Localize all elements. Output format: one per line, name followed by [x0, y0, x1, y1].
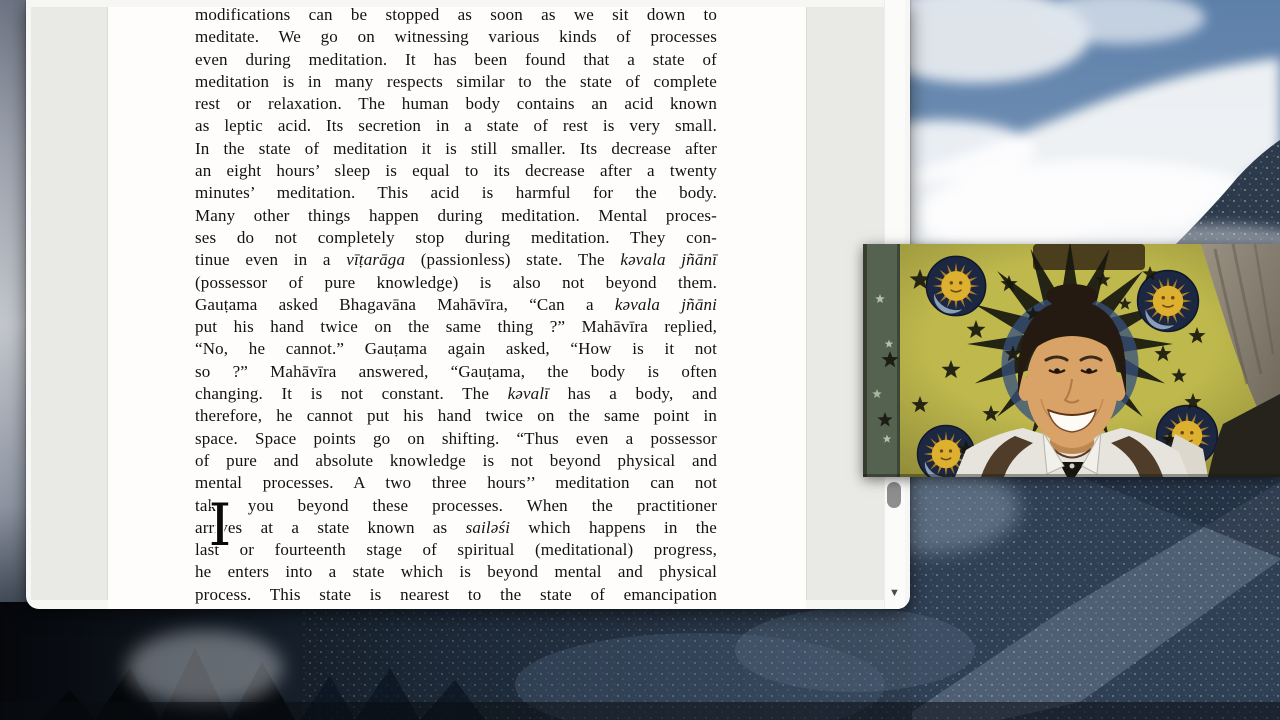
i-beam-glyph: I	[208, 496, 232, 556]
text-line: minutes’ meditation. This acid is harmful for the body.	[195, 183, 717, 203]
text-line: rest or relaxation. The human body contains an acid known	[195, 94, 717, 114]
webcam-video	[863, 244, 1280, 477]
scrollbar-thumb[interactable]	[887, 482, 901, 508]
text-line: Gauṭama asked Bhagavāna Mahāvīra, “Can a kəvala jñāni	[195, 294, 717, 314]
document-viewer-window	[26, 0, 910, 609]
text-line: modifications can be stopped as soon as we sit down to	[195, 5, 717, 24]
text-line: put his hand twice on the same thing ?” Mahāvīra replied,	[195, 317, 717, 337]
text-line: so ?” Mahāvīra answered, “Gauṭama, the body is often	[195, 361, 717, 381]
text-line: space. Space points go on shifting. “Thus even a possessor	[195, 428, 717, 448]
text-line: meditation is in many respects similar to the state of complete	[195, 71, 717, 91]
text-line: arrives at a state known as sailəśi which happens in the	[195, 517, 717, 537]
text-line: ses do not completely stop during meditation. They con-	[195, 227, 717, 247]
text-line: process. This state is nearest to the state of emancipation	[195, 584, 717, 604]
text-line: he enters into a state which is beyond mental and physical	[195, 562, 717, 582]
fog-patch	[127, 630, 283, 706]
text-line: Many other things happen during meditation. Mental proces-	[195, 205, 717, 225]
text-line: (possessor of pure knowledge) is also not beyond them.	[195, 272, 717, 292]
webcam-overlay	[863, 244, 1280, 477]
text-line: meditate. We go on witnessing various kinds of processes	[195, 27, 717, 47]
book-page[interactable]	[108, 7, 806, 609]
scrollbar-down-arrow-icon[interactable]: ▼	[889, 587, 900, 599]
text-line: as leptic acid. Its secretion in a state of rest is very small.	[195, 116, 717, 136]
sun-moon-face-icon	[1138, 271, 1199, 332]
text-line: “No, he cannot.” Gauṭama again asked, “How is it not	[195, 339, 717, 359]
text-line: therefore, he cannot put his hand twice on the same point in	[195, 406, 717, 426]
text-line: even during meditation. It has been found that a state of	[195, 49, 717, 69]
text-line: an eight hours’ sleep is equal to its decrease after a twenty	[195, 161, 717, 181]
text-line: changing. It is not constant. The kəvalī has a body, and	[195, 384, 717, 404]
page-left-margin	[31, 7, 108, 600]
text-line: last or fourteenth stage of spiritual (meditational) progress,	[195, 540, 717, 560]
text-line: mental processes. A two three hours’’ meditation can not	[195, 473, 717, 493]
text-line: take you beyond these processes. When the practitioner	[195, 495, 717, 515]
text-line: In the state of meditation it is still smaller. Its decrease after	[195, 138, 717, 158]
sun-moon-face-icon	[926, 256, 985, 315]
page-text-block[interactable]	[195, 4, 717, 606]
text-line: tinue even in a vīṭarāga (passionless) state. The kəvala jñānī	[195, 250, 717, 270]
text-line: of pure and absolute knowledge is not beyond physical and	[195, 450, 717, 470]
